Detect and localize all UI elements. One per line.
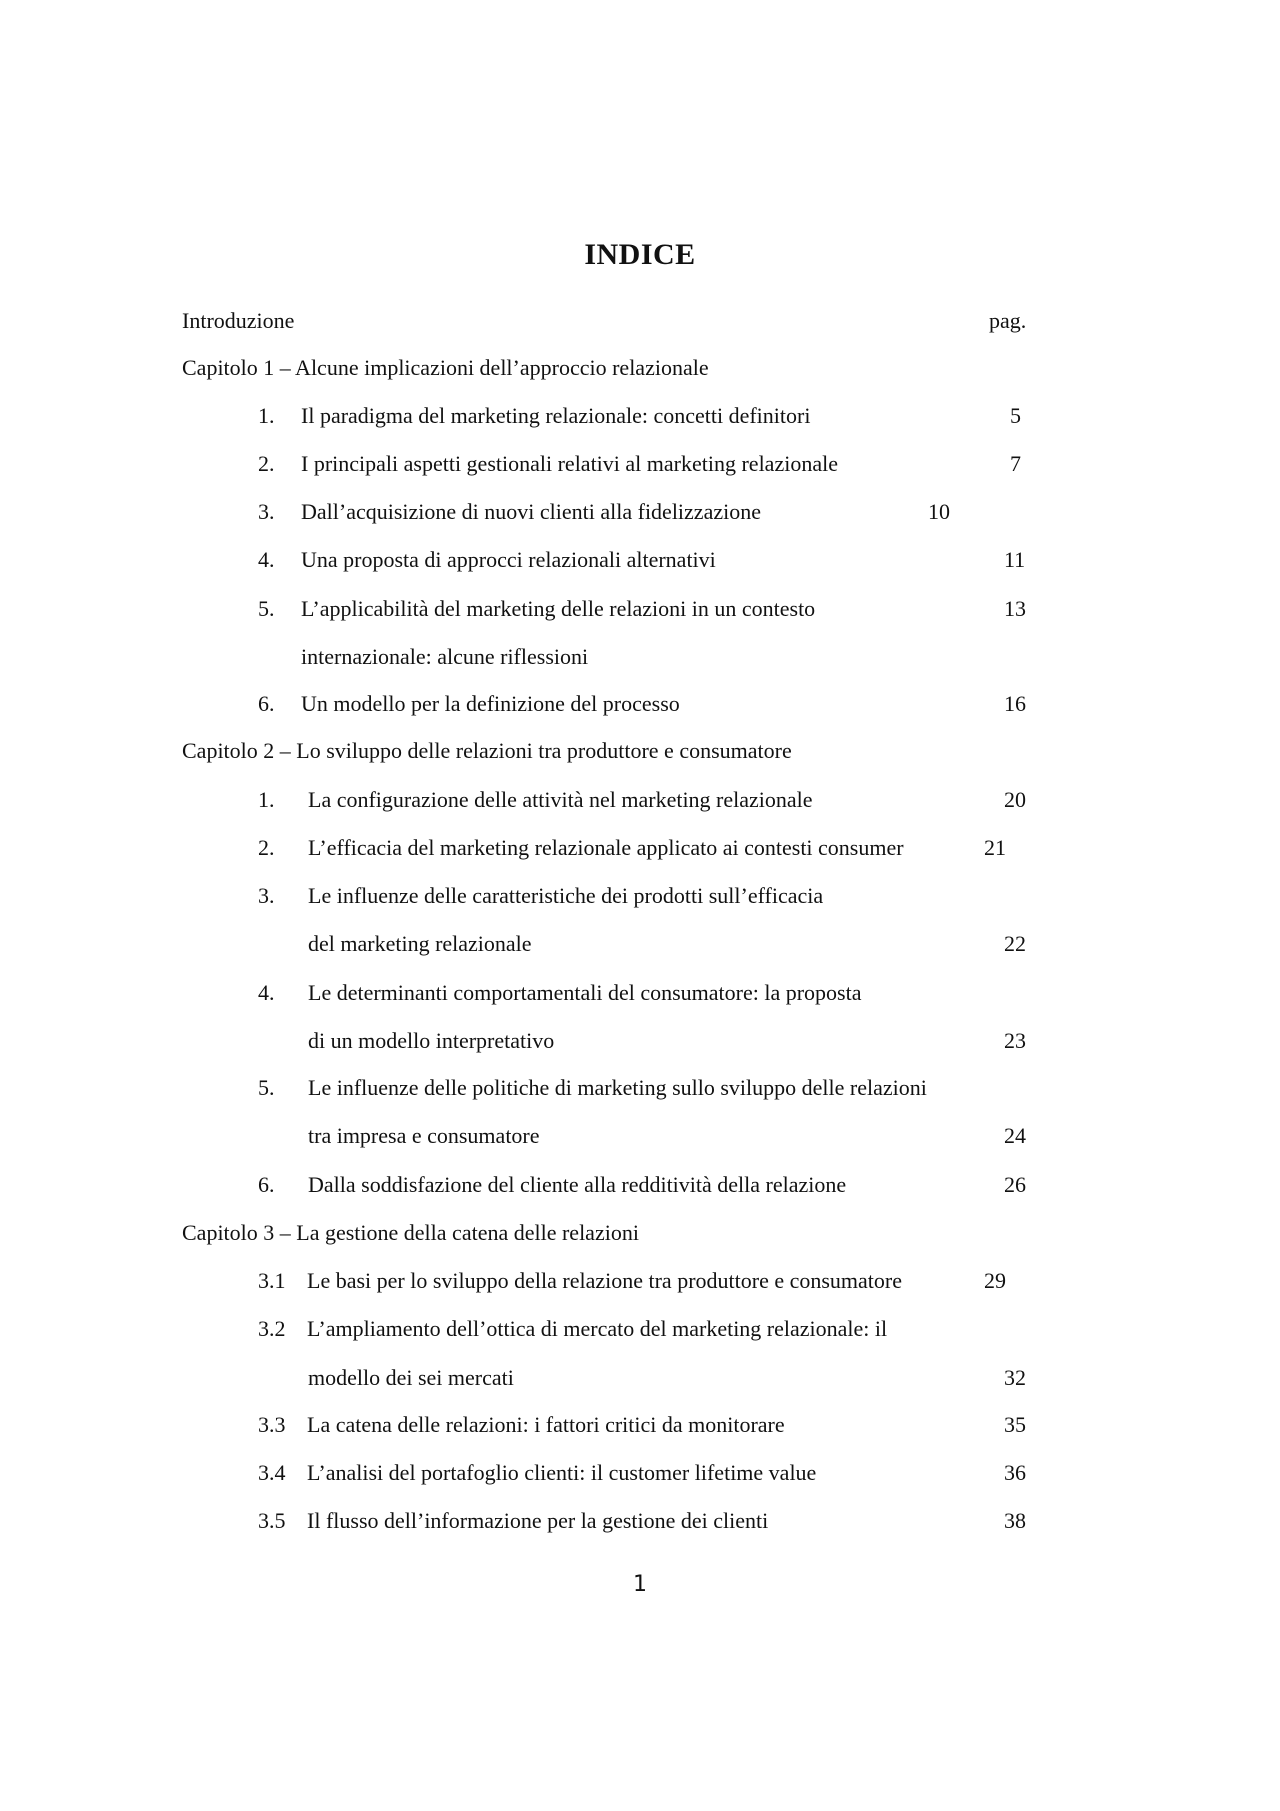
toc-item-title: Un modello per la definizione del processo <box>301 691 680 716</box>
toc-item-page: 7 <box>1010 451 1021 476</box>
toc-item-number: 3. <box>258 499 275 524</box>
toc-item-title: Il paradigma del marketing relazionale: concetti definitori <box>301 403 811 428</box>
toc-item-page: 10 <box>928 499 950 524</box>
toc-item-title: L’ampliamento dell’ottica di mercato del marketing relazionale: il <box>307 1316 888 1341</box>
chapter-3-heading: Capitolo 3 – La gestione della catena delle relazioni <box>182 1220 639 1245</box>
toc-item-page: 26 <box>1004 1172 1026 1197</box>
toc-item-page: 21 <box>984 835 1006 860</box>
toc-item-page: 24 <box>1004 1123 1026 1148</box>
toc-item-title: I principali aspetti gestionali relativi al marketing relazionale <box>301 451 838 476</box>
toc-item-page: 35 <box>1004 1412 1026 1437</box>
toc-item-title-continuation: tra impresa e consumatore <box>308 1123 540 1148</box>
page-column-label: pag. <box>989 308 1027 333</box>
toc-item-number: 4. <box>258 547 275 572</box>
toc-item-number: 3.3 <box>258 1412 286 1437</box>
toc-item-number: 3.2 <box>258 1316 286 1341</box>
toc-item-title: Le influenze delle politiche di marketing sullo sviluppo delle relazioni <box>308 1075 927 1100</box>
toc-item-page: 29 <box>984 1268 1006 1293</box>
toc-item-number: 2. <box>258 451 275 476</box>
toc-item-number: 5. <box>258 596 275 621</box>
toc-item-page: 16 <box>1004 691 1026 716</box>
toc-item-title: Le influenze delle caratteristiche dei prodotti sull’efficacia <box>308 883 824 908</box>
toc-item-number: 3.1 <box>258 1268 286 1293</box>
toc-item-title: Le basi per lo sviluppo della relazione tra produttore e consumatore <box>307 1268 903 1293</box>
toc-item-title-continuation: internazionale: alcune riflessioni <box>301 644 589 669</box>
chapter-2-heading: Capitolo 2 – Lo sviluppo delle relazioni tra produttore e consumatore <box>182 738 792 763</box>
toc-item-title: Dalla soddisfazione del cliente alla redditività della relazione <box>308 1172 847 1197</box>
toc-item-page: 13 <box>1004 596 1026 621</box>
intro-label: Introduzione <box>182 308 295 333</box>
toc-item-number: 4. <box>258 980 275 1005</box>
toc-item-title-continuation: modello dei sei mercati <box>308 1365 514 1390</box>
toc-item-number: 3.5 <box>258 1508 286 1533</box>
page-number: 1 <box>633 1572 647 1597</box>
toc-item-title: Dall’acquisizione di nuovi clienti alla fidelizzazione <box>301 499 761 524</box>
index-title: INDICE <box>584 238 696 271</box>
toc-item-number: 6. <box>258 691 275 716</box>
chapter-1-heading: Capitolo 1 – Alcune implicazioni dell’approccio relazionale <box>182 355 709 380</box>
toc-item-title: Il flusso dell’informazione per la gestione dei clienti <box>307 1508 769 1533</box>
toc-item-page: 38 <box>1004 1508 1026 1533</box>
toc-item-number: 5. <box>258 1075 275 1100</box>
toc-item-number: 1. <box>258 787 275 812</box>
toc-item-page: 5 <box>1010 403 1021 428</box>
toc-item-number: 3. <box>258 883 275 908</box>
toc-item-title: Una proposta di approcci relazionali alternativi <box>301 547 716 572</box>
toc-item-page: 23 <box>1004 1028 1026 1053</box>
toc-item-number: 3.4 <box>258 1460 286 1485</box>
toc-item-title: L’analisi del portafoglio clienti: il customer lifetime value <box>307 1460 817 1485</box>
toc-item-title: L’efficacia del marketing relazionale applicato ai contesti consumer <box>308 835 904 860</box>
toc-item-page: 22 <box>1004 931 1026 956</box>
toc-item-number: 1. <box>258 403 275 428</box>
toc-item-number: 6. <box>258 1172 275 1197</box>
toc-item-title-continuation: del marketing relazionale <box>308 931 532 956</box>
toc-item-page: 36 <box>1004 1460 1026 1485</box>
toc-item-title-continuation: di un modello interpretativo <box>308 1028 555 1053</box>
toc-item-title: La catena delle relazioni: i fattori critici da monitorare <box>307 1412 785 1437</box>
toc-item-title: Le determinanti comportamentali del consumatore: la proposta <box>308 980 862 1005</box>
toc-item-page: 20 <box>1004 787 1026 812</box>
toc-item-page: 32 <box>1004 1365 1026 1390</box>
toc-item-page: 11 <box>1004 547 1026 572</box>
toc-item-number: 2. <box>258 835 275 860</box>
toc-item-title: L’applicabilità del marketing delle relazioni in un contesto <box>301 596 816 621</box>
toc-item-title: La configurazione delle attività nel marketing relazionale <box>308 787 813 812</box>
